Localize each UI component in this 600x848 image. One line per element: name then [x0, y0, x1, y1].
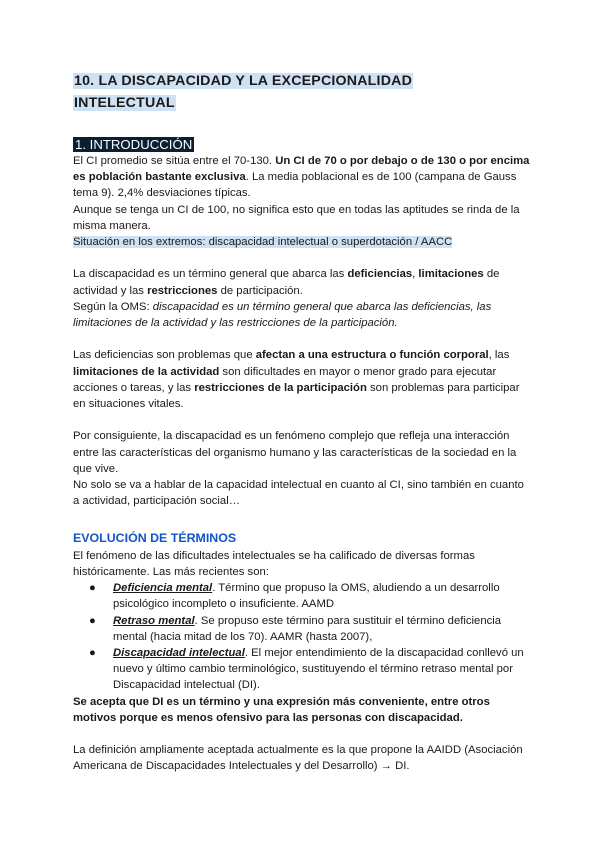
- paragraph-aptitudes: Aunque se tenga un CI de 100, no significa esto que en todas las aptitudes se rinda de la misma manera.: [73, 203, 520, 232]
- section-heading-evolucion: EVOLUCIÓN DE TÉRMINOS: [73, 530, 237, 545]
- terms-list: [73, 580, 531, 693]
- section-heading-introduccion: 1. INTRODUCCIÓN: [75, 137, 193, 152]
- paragraph-evolucion-intro: El fenómeno de las dificultades intelectuales se ha calificado de diversas formas históricamente. Las más recientes son:: [73, 549, 475, 579]
- paragraph-conclusion: Se acepta que DI es un término y una expresión más conveniente, entre otros motivos porque es menos ofensivo para las personas con discapacidad.: [73, 695, 490, 724]
- list-item: ● Discapacidad intelectual. El mejor entendimiento de la discapacidad conllevó un nuevo y último cambio terminológico, sustituyendo el término retraso mental por Discapacidad intelectual (DI).: [89, 647, 524, 692]
- paragraph-no-solo-ci: No solo se va a hablar de la capacidad intelectual en cuanto al CI, sino también en cuanto a actividad, participación social…: [73, 479, 524, 508]
- paragraph-fenomeno-complejo: Por consiguiente, la discapacidad es un fenómeno complejo que refleja una interacción entre las características del organismo humano y las características de la sociedad en la que vive.: [73, 430, 517, 475]
- bullet-icon: ●: [89, 614, 96, 627]
- bullet-icon: ●: [89, 582, 96, 595]
- list-item: ● Deficiencia mental. Término que propuso la OMS, aludiendo a un desarrollo psicológico incompleto o insuficiente. AAMD: [89, 582, 500, 611]
- paragraph-oms: Según la OMS: discapacidad es un término general que abarca las deficiencias, las limitaciones de la actividad y las restricciones de la participación.: [73, 300, 492, 330]
- document-body: [73, 70, 531, 775]
- list-item: ● Retraso mental. Se propuso este término para sustituir el término deficiencia mental (hacia mitad de los 70). AAMR (hasta 2007),: [89, 614, 502, 643]
- document-title: [73, 70, 531, 114]
- paragraph-definicion-discapacidad: La discapacidad es un término general que abarca las deficiencias, limitaciones de actividad y las restricciones de participación.: [73, 268, 500, 297]
- paragraph-deficiencias: Las deficiencias son problemas que afectan a una estructura o función corporal, las limitaciones de la actividad son dificultades en mayor o menor grado para ejecutar acciones o tareas, y las restricciones de la participación son problemas para participar en situaciones vitales.: [73, 349, 520, 411]
- paragraph-extremos: Situación en los extremos: discapacidad intelectual o superdotación / AACC: [73, 236, 453, 249]
- paragraph-ci-promedio: El CI promedio se sitúa entre el 70-130. Un CI de 70 o por debajo o de 130 o por encima es población bastante exclusiva. La media poblacional es de 100 (campana de Gauss tema 9). 2,4% desviaciones típicas.: [73, 155, 530, 200]
- title-line-2: INTELECTUAL: [74, 95, 175, 111]
- title-line-1: 10. LA DISCAPACIDAD Y LA EXCEPCIONALIDAD: [74, 73, 413, 89]
- paragraph-definicion-aaidd: La definición ampliamente aceptada actualmente es la que propone la AAIDD (Asociación Americana de Discapacidades Intelectuales y del Desarrollo) → DI.: [73, 744, 523, 773]
- bullet-icon: ●: [89, 647, 96, 660]
